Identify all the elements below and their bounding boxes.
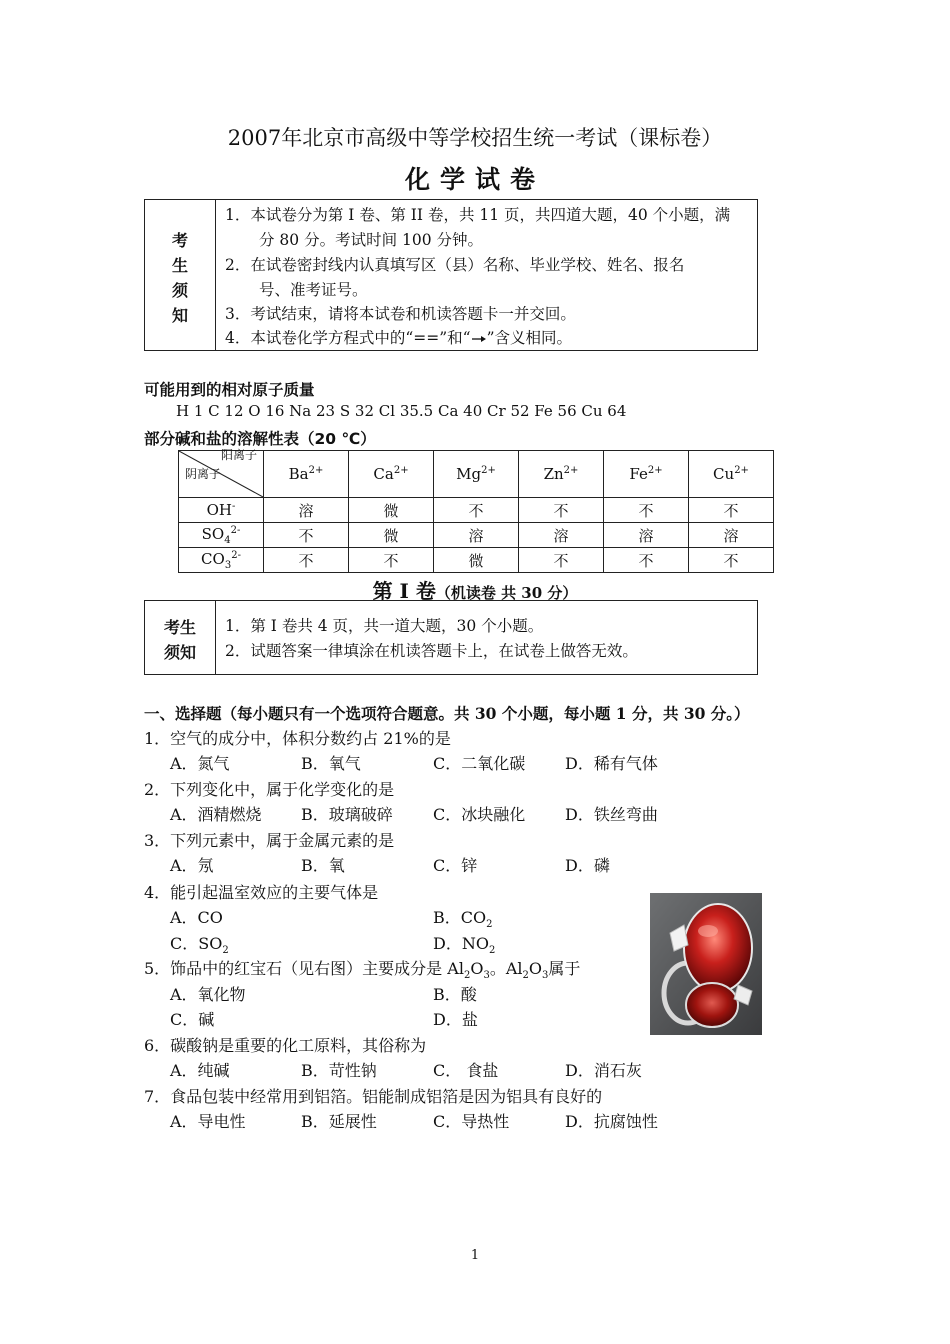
- table-row: [179, 523, 774, 548]
- option-text: B．CO: [433, 908, 487, 927]
- notice-line: 3．考试结束，请将本试卷和机读答题卡一并交回。: [225, 305, 576, 323]
- option: C．锌: [433, 856, 478, 875]
- notice-label-char: 考: [171, 231, 188, 250]
- option: [433, 905, 493, 930]
- notice-line: 号、准考证号。: [259, 281, 368, 299]
- subscript: 2: [222, 945, 229, 957]
- cation-symbol: Mg: [456, 465, 482, 483]
- solubility-cell: 不: [434, 498, 519, 523]
- option: [170, 931, 229, 956]
- anion-cell: [179, 548, 264, 573]
- part1-name: 第 I 卷: [372, 579, 436, 603]
- question-text: 。Al: [489, 959, 523, 978]
- option: C．碱: [170, 1010, 215, 1029]
- question-4: 4．能引起温室效应的主要气体是: [144, 883, 379, 902]
- solubility-cell: 溶: [434, 523, 519, 548]
- option: D．铁丝弯曲: [565, 805, 658, 824]
- notice-label-char: 须知: [163, 643, 196, 662]
- notice-line: 1．第 I 卷共 4 页，共一道大题，30 个小题。: [225, 617, 544, 635]
- anion-charge: -: [232, 501, 236, 512]
- question-3: 3．下列元素中，属于金属元素的是: [144, 831, 395, 850]
- exam-subtitle: 化学试卷: [404, 165, 545, 194]
- solubility-cell: 不: [519, 498, 604, 523]
- part1-note: （机读卷 共 30 分）: [435, 584, 578, 602]
- anion-symbol: SO: [201, 524, 225, 543]
- anion-subscript: 4: [224, 534, 231, 546]
- subscript: 3: [542, 970, 549, 982]
- option: D．抗腐蚀性: [565, 1112, 658, 1131]
- question-5: [144, 956, 580, 981]
- question-6: 6．碳酸钠是重要的化工原料，其俗称为: [144, 1036, 427, 1055]
- notice-line: 2．试题答案一律填涂在机读答题卡上，在试卷上做答无效。: [225, 642, 638, 660]
- exam-title: 2007年北京市高级中等学校招生统一考试（课标卷）: [227, 126, 723, 150]
- subscript: 2: [486, 919, 493, 931]
- anion-charge: 2-: [230, 524, 241, 536]
- option: B．氧: [301, 856, 345, 875]
- cation-header: [519, 451, 604, 498]
- option: B．玻璃破碎: [301, 805, 393, 824]
- option-text: D．NO: [433, 934, 489, 953]
- cation-header: [434, 451, 519, 498]
- option: A．导电性: [170, 1112, 246, 1131]
- option: A．纯碱: [170, 1061, 230, 1080]
- option: B．酸: [433, 985, 477, 1004]
- cation-charge: 2+: [308, 465, 324, 476]
- cation-header: [604, 451, 689, 498]
- cation-charge: 2+: [647, 465, 663, 476]
- solubility-table: [178, 450, 774, 573]
- solubility-cell: 不: [689, 498, 774, 523]
- atomic-mass-list: H 1 C 12 O 16 Na 23 S 32 Cl 35.5 Ca 40 Cr 52 Fe 56 Cu 64: [176, 402, 627, 420]
- cation-symbol: Ba: [288, 465, 309, 483]
- table-corner: [179, 448, 264, 498]
- notice-line-part: 4．本试卷化学方程式中的“==”和“: [225, 329, 471, 347]
- anion-subscript: 3: [224, 559, 232, 571]
- question-text: O: [470, 959, 484, 978]
- option: D．稀有气体: [565, 754, 658, 773]
- solubility-cell: 不: [264, 523, 349, 548]
- option: D．磷: [565, 856, 610, 875]
- ruby-ring-image: [650, 893, 762, 1035]
- corner-cation-label: 阳离子: [221, 448, 258, 462]
- cation-charge: 2+: [563, 465, 579, 476]
- cation-header: [349, 451, 434, 498]
- subscript: 2: [463, 970, 471, 982]
- solubility-heading: 部分碱和盐的溶解性表（20 ℃）: [144, 430, 376, 448]
- notice-line: 分 80 分。考试时间 100 分钟。: [259, 231, 484, 249]
- solubility-cell: 不: [604, 498, 689, 523]
- solubility-cell: 溶: [264, 498, 349, 523]
- option: A．CO: [170, 908, 223, 927]
- notice-line: 2．在试卷密封线内认真填写区（县）名称、毕业学校、姓名、报名: [225, 256, 685, 274]
- table-row: [179, 498, 774, 523]
- solubility-cell: 溶: [519, 523, 604, 548]
- corner-anion-label: 阴离子: [185, 467, 222, 481]
- notice-line: [225, 326, 572, 348]
- question-text: 5．饰品中的红宝石（见右图）主要成分是 Al: [144, 959, 464, 978]
- cation-charge: 2+: [481, 465, 496, 476]
- option: D．消石灰: [565, 1061, 642, 1080]
- cation-charge: 2+: [734, 465, 749, 476]
- option: [433, 931, 495, 956]
- solubility-cell: 微: [349, 523, 434, 548]
- option: B．延展性: [301, 1112, 377, 1131]
- question-7: 7．食品包装中经常用到铝箔。铝能制成铝箔是因为铝具有良好的: [144, 1087, 603, 1106]
- notice-line: 1．本试卷分为第 I 卷、第 II 卷，共 11 页，共四道大题，40 个小题，满: [225, 206, 731, 224]
- option: A．氖: [170, 856, 214, 875]
- question-text: 属于: [548, 959, 581, 978]
- notice-label-char: 考生: [163, 618, 196, 637]
- solubility-cell: 不: [604, 548, 689, 573]
- solubility-cell: 不: [349, 548, 434, 573]
- cation-charge: 2+: [393, 465, 409, 476]
- option: C． 食盐: [433, 1061, 499, 1080]
- option-text: C．SO: [170, 934, 223, 953]
- cation-header: [264, 451, 349, 498]
- anion-charge: 2-: [231, 549, 241, 561]
- option: C．二氧化碳: [433, 754, 526, 773]
- cation-symbol: Cu: [713, 465, 735, 483]
- cation-symbol: Fe: [629, 465, 648, 483]
- question-1: 1．空气的成分中，体积分数约占 21%的是: [144, 729, 451, 748]
- solubility-cell: 不: [519, 548, 604, 573]
- option: D．盐: [433, 1010, 478, 1029]
- option: A．氧化物: [170, 985, 246, 1004]
- notice-label-1: [145, 200, 216, 350]
- notice-label-char: 须: [171, 281, 188, 300]
- subscript: 2: [488, 945, 496, 957]
- notice-box-2: [144, 600, 758, 675]
- notice-label-char: 知: [171, 306, 188, 325]
- notice-label-2: [145, 601, 216, 674]
- solubility-cell: 不: [264, 548, 349, 573]
- notice-label-char: 生: [171, 256, 188, 275]
- solubility-cell: 溶: [604, 523, 689, 548]
- solubility-cell: 不: [689, 548, 774, 573]
- question-2: 2．下列变化中，属于化学变化的是: [144, 780, 395, 799]
- option: C．导热性: [433, 1112, 510, 1131]
- option: A．氮气: [170, 754, 230, 773]
- notice-box-1: [144, 199, 758, 351]
- cation-header: [689, 451, 774, 498]
- option: B．氧气: [301, 754, 361, 773]
- question-text: O: [528, 959, 543, 978]
- notice-line-part: ”含义相同。: [486, 329, 573, 347]
- anion-symbol: CO: [201, 549, 225, 568]
- solubility-cell: 溶: [689, 523, 774, 548]
- page-number: 1: [470, 1248, 480, 1263]
- option: C．冰块融化: [433, 805, 526, 824]
- table-row: [179, 548, 774, 573]
- arrow-icon: [471, 334, 487, 344]
- atomic-mass-heading: 可能用到的相对原子质量: [144, 381, 315, 399]
- cation-symbol: Zn: [543, 465, 564, 483]
- option: B．苛性钠: [301, 1061, 377, 1080]
- anion-cell: [179, 523, 264, 548]
- cation-symbol: Ca: [373, 465, 394, 483]
- solubility-cell: 微: [434, 548, 519, 573]
- subscript: 2: [522, 970, 529, 982]
- anion-symbol: OH: [206, 501, 232, 519]
- solubility-cell: 微: [349, 498, 434, 523]
- subscript: 3: [483, 970, 490, 982]
- option: A．酒精燃烧: [170, 805, 262, 824]
- section1-heading: 一、选择题（每小题只有一个选项符合题意。共 30 个小题，每小题 1 分，共 30 分。）: [144, 704, 750, 723]
- anion-cell: [179, 498, 264, 523]
